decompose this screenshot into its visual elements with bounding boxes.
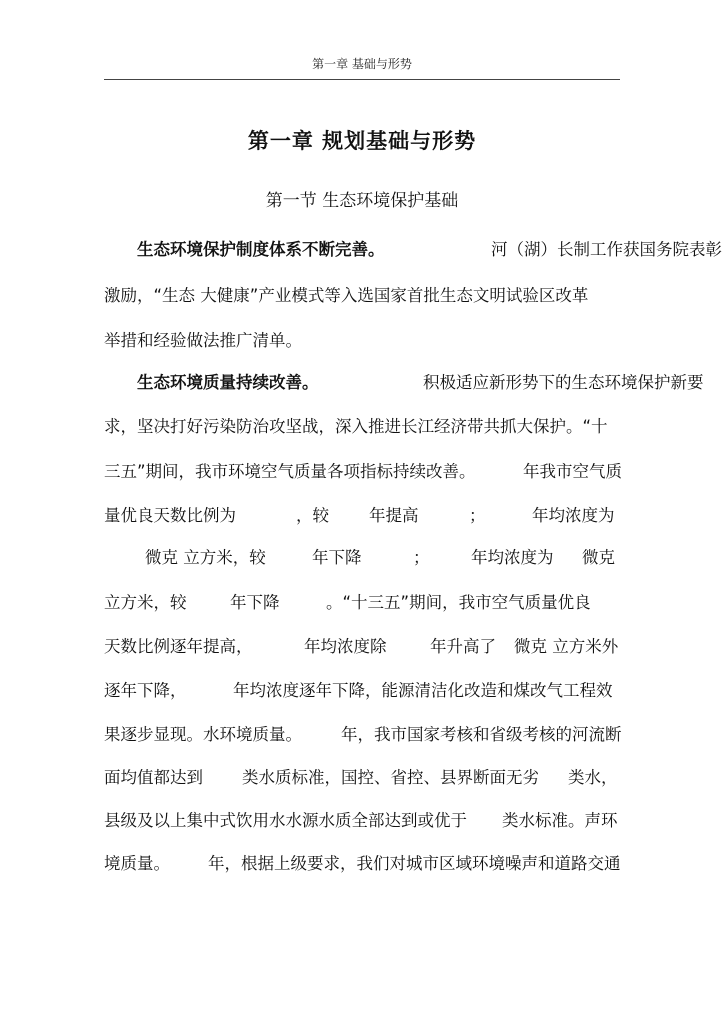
text-segment: 境质量。: [104, 854, 170, 873]
text-segment: 年，根据上级要求，我们对城市区域环境噪声和道路交通: [208, 854, 621, 873]
running-header: 第一章 基础与形势: [312, 57, 412, 71]
text-line: [104, 722, 622, 748]
text-line: [104, 459, 622, 485]
text-line: [104, 545, 622, 571]
text-segment: 激励，“生态 大健康”产业模式等入选国家首批生态文明试验区改革: [104, 286, 589, 305]
text-segment: 逐年下降，: [104, 681, 187, 700]
text-segment: ，较: [296, 506, 329, 525]
text-line: [104, 590, 622, 616]
text-segment: 县级及以上集中式饮用水水源水质全部达到或优于: [104, 811, 467, 830]
text-segment: 河（湖）长制工作获国务院表彰: [491, 240, 722, 259]
text-segment: 年均浓度除: [304, 637, 387, 656]
text-segment: 。“十三五”期间，我市空气质量优良: [326, 593, 591, 612]
text-segment: 年下降: [230, 593, 280, 612]
text-line: [104, 765, 622, 791]
text-segment: 果逐步显现。水环境质量。: [104, 725, 302, 744]
text-line: [104, 634, 622, 660]
text-line: [104, 851, 622, 877]
text-line: [104, 370, 704, 396]
text-segment: 年下降: [312, 548, 362, 567]
text-segment: 天数比例逐年提高，: [104, 637, 253, 656]
text-segment: 面均值都达到: [104, 768, 203, 787]
paragraph-lead-heading: 生态环境保护制度体系不断完善。: [137, 240, 385, 259]
text-line: [104, 678, 622, 704]
section-title: 第一节 生态环境保护基础: [265, 191, 459, 211]
text-segment: 微克: [582, 548, 615, 567]
text-segment: 立方米，较: [104, 593, 187, 612]
chapter-title: 第一章 规划基础与形势: [247, 128, 477, 153]
text-segment: 年均浓度逐年下降，能源清洁化改造和煤改气工程效: [233, 681, 613, 700]
text-segment: 三五”期间，我市环境空气质量各项指标持续改善。: [104, 462, 476, 481]
text-line: [104, 414, 622, 440]
text-segment: 年均浓度为: [471, 548, 554, 567]
text-segment: 年我市空气质: [523, 462, 622, 481]
text-line: [104, 328, 622, 354]
text-segment: 积极适应新形势下的生态环境保护新要: [423, 373, 704, 392]
text-line: [104, 808, 622, 834]
text-segment: 量优良天数比例为: [104, 506, 236, 525]
text-segment: 年均浓度为: [532, 506, 615, 525]
text-segment: 类水，: [568, 768, 618, 787]
text-segment: 类水质标准，国控、省控、县界断面无劣: [242, 768, 539, 787]
text-segment: 年，我市国家考核和省级考核的河流断: [341, 725, 622, 744]
text-segment: 举措和经验做法推广清单。: [104, 331, 302, 350]
text-segment: 微克 立方米外: [514, 637, 619, 656]
text-segment: 年升高了: [430, 637, 496, 656]
paragraph-lead-heading: 生态环境质量持续改善。: [137, 373, 319, 392]
text-line: [104, 503, 622, 529]
text-segment: 求，坚决打好污染防治攻坚战，深入推进长江经济带共抓大保护。“十: [104, 417, 608, 436]
text-segment: 微克 立方米，较: [145, 548, 266, 567]
text-line: [104, 283, 622, 309]
text-segment: 类水标准。声环: [502, 811, 618, 830]
text-segment: ；: [413, 548, 430, 567]
text-line: [104, 237, 722, 263]
text-segment: ；: [469, 506, 486, 525]
text-segment: 年提高: [369, 506, 419, 525]
header-divider: [104, 79, 620, 80]
